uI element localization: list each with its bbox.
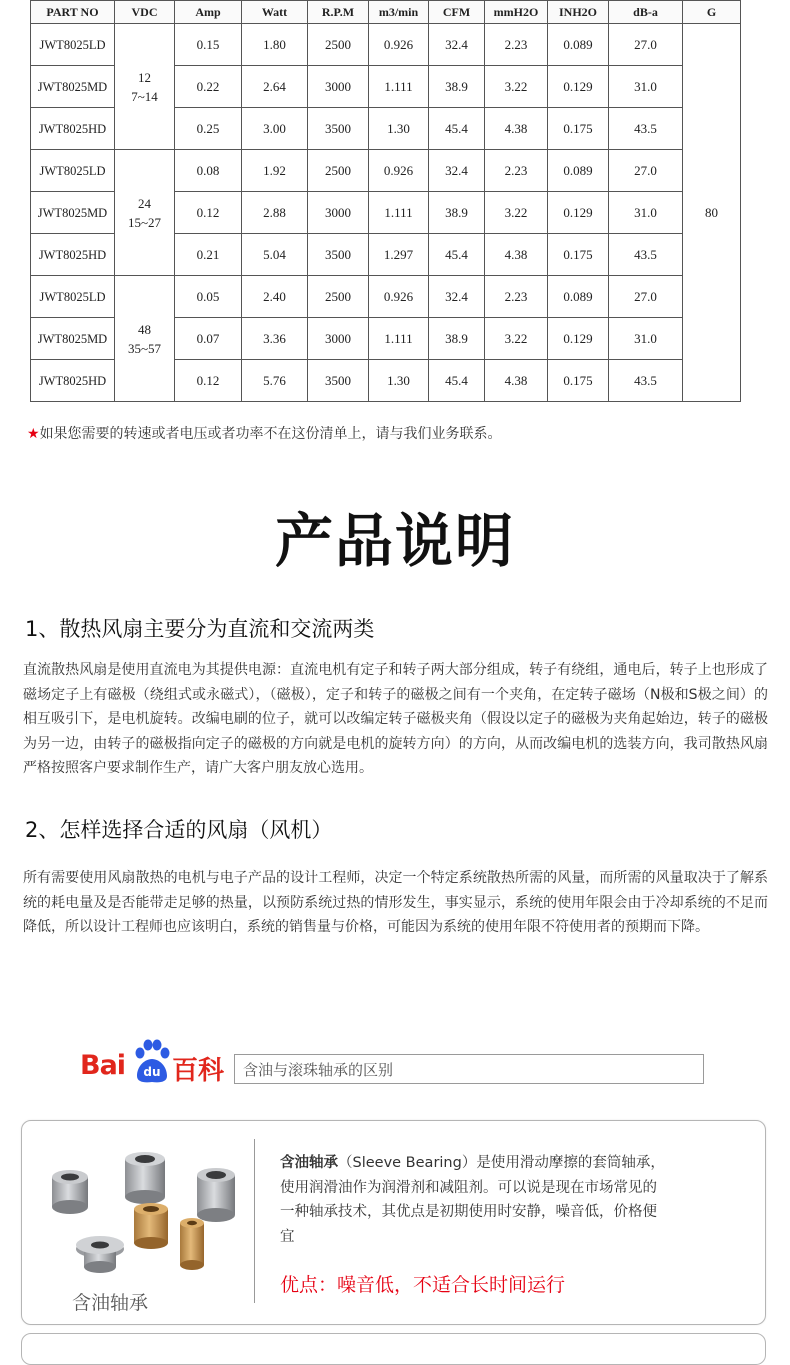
cell-amp: 0.08	[175, 150, 242, 192]
section-title: 产品说明	[274, 507, 515, 575]
table-row	[31, 276, 741, 318]
spec-table-body	[31, 24, 741, 402]
cell-inh2o: 0.175	[548, 108, 609, 150]
star-icon: ★	[27, 426, 40, 442]
cell-m3min: 0.926	[369, 24, 429, 66]
bearing-term: 含油轴承	[280, 1155, 338, 1171]
cell-watt: 5.76	[242, 360, 308, 402]
cell-rpm: 3000	[308, 318, 369, 360]
cell-part-no: JWT8025MD	[31, 318, 115, 360]
cell-dba: 43.5	[609, 108, 683, 150]
logo-du-text: du	[143, 1065, 161, 1079]
cell-inh2o: 0.175	[548, 234, 609, 276]
vdc-range: 35~57	[127, 340, 162, 356]
custom-request-note	[27, 423, 502, 443]
baike-search-text: 含油与滚珠轴承的区别	[243, 1061, 394, 1079]
bearing-description-text: （Sleeve Bearing）是使用滑动摩擦的套筒轴承，使用润滑油作为润滑剂和减阻剂。可以说是现在市场常见的一种轴承技术，其优点是初期使用时安静，噪音低，价格便宜	[280, 1155, 665, 1245]
cell-inh2o: 0.089	[548, 276, 609, 318]
cell-m3min: 1.111	[369, 192, 429, 234]
bearing-info-card	[21, 1120, 766, 1325]
cell-mmh2o: 3.22	[485, 318, 548, 360]
cell-vdc	[115, 24, 175, 150]
baike-search-bar	[80, 1034, 720, 1090]
next-bearing-card	[21, 1333, 766, 1365]
cell-mmh2o: 4.38	[485, 234, 548, 276]
cell-amp: 0.07	[175, 318, 242, 360]
cell-cfm: 32.4	[429, 24, 485, 66]
section-2-body: 所有需要使用风扇散热的电机与电子产品的设计工程师，决定一个特定系统散热所需的风量，而所需的风量取决于了解系统的耗电量及是否能带走足够的热量，以预防系统过热的情形发生，事实显示，系统的使用年限会由于冷却系统的不足而降低，所以设计工程师也应该明白，系统的销售量与价格，可能因为系统的使用年限不符使用者的预期而下降。	[23, 870, 768, 935]
cell-vdc	[115, 150, 175, 276]
spec-table	[30, 0, 741, 402]
cell-rpm: 3500	[308, 108, 369, 150]
cell-amp: 0.05	[175, 276, 242, 318]
cell-inh2o: 0.129	[548, 192, 609, 234]
cell-cfm: 38.9	[429, 192, 485, 234]
cell-dba: 31.0	[609, 66, 683, 108]
cell-watt: 3.36	[242, 318, 308, 360]
cell-part-no: JWT8025LD	[31, 24, 115, 66]
header-m3min: m3/min	[369, 1, 429, 24]
cell-part-no: JWT8025MD	[31, 66, 115, 108]
cell-m3min: 1.111	[369, 66, 429, 108]
cell-inh2o: 0.129	[548, 66, 609, 108]
cell-rpm: 3500	[308, 234, 369, 276]
cell-cfm: 32.4	[429, 150, 485, 192]
bearing-advantage: 优点：噪音低，不适合长时间运行	[280, 1274, 566, 1296]
cell-dba: 31.0	[609, 318, 683, 360]
cell-watt: 2.40	[242, 276, 308, 318]
cell-watt: 1.92	[242, 150, 308, 192]
header-mmh2o: mmH2O	[485, 1, 548, 24]
cell-m3min: 1.30	[369, 360, 429, 402]
sleeve-bearing-image	[42, 1149, 242, 1284]
cell-inh2o: 0.129	[548, 318, 609, 360]
cell-part-no: JWT8025MD	[31, 192, 115, 234]
cell-inh2o: 0.175	[548, 360, 609, 402]
cell-part-no: JWT8025HD	[31, 360, 115, 402]
cell-m3min: 1.111	[369, 318, 429, 360]
cell-dba: 27.0	[609, 24, 683, 66]
cell-cfm: 45.4	[429, 108, 485, 150]
cell-mmh2o: 3.22	[485, 66, 548, 108]
vdc-nominal: 24	[138, 195, 151, 211]
cell-rpm: 3500	[308, 360, 369, 402]
table-row	[31, 24, 741, 66]
cell-m3min: 0.926	[369, 150, 429, 192]
cell-rpm: 2500	[308, 276, 369, 318]
section-1-body: 直流散热风扇是使用直流电为其提供电源：直流电机有定子和转子两大部分组成，转子有绕组，通电后，转子上也形成了磁场定子上有磁极（绕组式或永磁式），（磁极），定子和转子的磁极之间有一个夹角，在定转子磁场（N极和S极之间）的相互吸引下，是电机旋转。改编电刷的位子，就可以改编定转子磁极夹角（假设以定子的磁极为夹角起始边，转子的磁极为另一边，由转子的磁极指向定子的磁极的方向就是电机的旋转方向）的方向，从而改编电机的选装方向，我司散热风扇严格按照客户要求制作生产，请广大客户朋友放心选用。	[23, 662, 768, 776]
cell-watt: 2.88	[242, 192, 308, 234]
spec-header-row	[31, 1, 741, 24]
cell-part-no: JWT8025HD	[31, 234, 115, 276]
cell-amp: 0.21	[175, 234, 242, 276]
cell-dba: 27.0	[609, 150, 683, 192]
bearing-description	[280, 1151, 666, 1249]
header-dba: dB-a	[609, 1, 683, 24]
header-part-no: PART NO	[31, 1, 115, 24]
cell-vdc	[115, 276, 175, 402]
logo-bai-text: Bai	[80, 1050, 126, 1081]
cell-inh2o: 0.089	[548, 150, 609, 192]
baidu-baike-logo	[80, 1038, 226, 1086]
cell-cfm: 45.4	[429, 360, 485, 402]
note-text: 如果您需要的转速或者电压或者功率不在这份清单上，请与我们业务联系。	[39, 426, 502, 442]
cell-rpm: 3000	[308, 192, 369, 234]
cell-amp: 0.25	[175, 108, 242, 150]
cell-dba: 27.0	[609, 276, 683, 318]
cell-part-no: JWT8025HD	[31, 108, 115, 150]
spec-table-container	[30, 0, 740, 402]
cell-watt: 3.00	[242, 108, 308, 150]
baidu-paw-icon	[129, 1038, 173, 1084]
header-amp: Amp	[175, 1, 242, 24]
cell-weight: 80	[683, 24, 741, 402]
section-2-heading: 2、怎样选择合适的风扇（风机）	[25, 818, 333, 842]
cell-part-no: JWT8025LD	[31, 276, 115, 318]
vdc-range: 15~27	[127, 214, 162, 230]
cell-amp: 0.12	[175, 192, 242, 234]
cell-rpm: 2500	[308, 150, 369, 192]
vdc-nominal: 12	[138, 69, 151, 85]
cell-cfm: 32.4	[429, 276, 485, 318]
cell-amp: 0.12	[175, 360, 242, 402]
cell-cfm: 38.9	[429, 66, 485, 108]
cell-amp: 0.15	[175, 24, 242, 66]
cell-mmh2o: 2.23	[485, 150, 548, 192]
cell-m3min: 0.926	[369, 276, 429, 318]
header-weight: G	[683, 1, 741, 24]
cell-rpm: 3000	[308, 66, 369, 108]
cell-mmh2o: 2.23	[485, 276, 548, 318]
vdc-range: 7~14	[131, 88, 158, 104]
section-1-heading: 1、散热风扇主要分为直流和交流两类	[25, 617, 375, 641]
cell-mmh2o: 4.38	[485, 108, 548, 150]
header-rpm: R.P.M	[308, 1, 369, 24]
cell-dba: 43.5	[609, 360, 683, 402]
cell-dba: 43.5	[609, 234, 683, 276]
cell-inh2o: 0.089	[548, 24, 609, 66]
cell-cfm: 45.4	[429, 234, 485, 276]
cell-watt: 2.64	[242, 66, 308, 108]
card-divider	[254, 1139, 255, 1303]
cell-m3min: 1.30	[369, 108, 429, 150]
cell-amp: 0.22	[175, 66, 242, 108]
header-inh2o: INH2O	[548, 1, 609, 24]
cell-watt: 5.04	[242, 234, 308, 276]
cell-mmh2o: 3.22	[485, 192, 548, 234]
cell-mmh2o: 2.23	[485, 24, 548, 66]
cell-part-no: JWT8025LD	[31, 150, 115, 192]
cell-mmh2o: 4.38	[485, 360, 548, 402]
cell-rpm: 2500	[308, 24, 369, 66]
header-vdc: VDC	[115, 1, 175, 24]
baike-search-input[interactable]	[234, 1054, 704, 1084]
cell-cfm: 38.9	[429, 318, 485, 360]
logo-baike-text: 百科	[172, 1056, 225, 1086]
cell-watt: 1.80	[242, 24, 308, 66]
table-row	[31, 150, 741, 192]
header-cfm: CFM	[429, 1, 485, 24]
cell-dba: 31.0	[609, 192, 683, 234]
header-watt: Watt	[242, 1, 308, 24]
vdc-nominal: 48	[138, 321, 151, 337]
cell-m3min: 1.297	[369, 234, 429, 276]
bearing-image-caption: 含油轴承	[72, 1292, 149, 1314]
